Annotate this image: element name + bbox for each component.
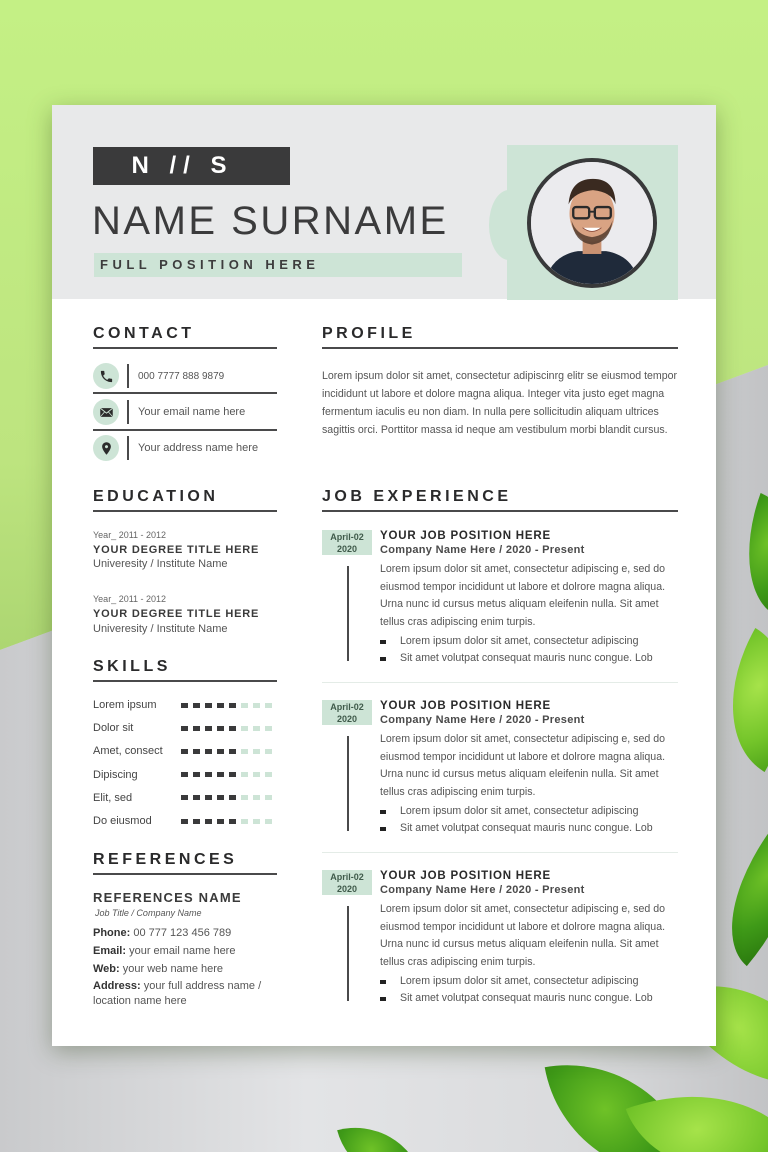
email-value: your email name here (129, 945, 236, 957)
reference-name: REFERENCES NAME (93, 890, 242, 905)
experience-section-title: JOB EXPERIENCE (322, 488, 512, 505)
skill-dot-filled (181, 726, 188, 731)
profile-photo (527, 158, 657, 288)
skill-dot-filled (217, 703, 224, 708)
skill-dot-empty (241, 726, 248, 731)
education-school: Univeresity / Institute Name (93, 623, 228, 635)
skill-dot-filled (205, 703, 212, 708)
skill-dot-empty (241, 772, 248, 777)
skill-row (93, 721, 279, 735)
skill-dot-empty (265, 703, 272, 708)
section-divider (93, 680, 277, 682)
skill-dot-empty (241, 819, 248, 824)
contact-phone (93, 359, 277, 393)
bullet-icon (380, 640, 386, 644)
skill-row (93, 814, 279, 828)
skill-dot-filled (205, 749, 212, 754)
education-school: Univeresity / Institute Name (93, 558, 228, 570)
job-bullet-item (380, 973, 682, 990)
job-date-badge (322, 700, 372, 725)
skill-dot-filled (193, 703, 200, 708)
job-divider (322, 682, 678, 683)
reference-email (93, 944, 273, 959)
job-description: Lorem ipsum dolor sit amet, consectetur adipiscing e, sed do eiusmod tempor incididunt ut labore et dolrore magna aliqua. Urna nunc id cursus metus aliquam eleifenin nulla. Sit amet tellus cras adipiscing enim turpis. (380, 563, 666, 628)
timeline-line (347, 906, 349, 1001)
timeline-line (347, 736, 349, 831)
contact-separator (127, 364, 129, 388)
education-year: Year_ 2011 - 2012 (93, 594, 167, 604)
skill-rating (181, 726, 272, 731)
skill-dot-filled (205, 726, 212, 731)
skill-dot-filled (205, 795, 212, 800)
skill-dot-empty (253, 772, 260, 777)
skill-dot-empty (265, 726, 272, 731)
skill-row (93, 744, 279, 758)
contact-email (93, 395, 277, 429)
contact-address-text: Your address name here (138, 442, 259, 454)
address-value: your full address name / location name here (93, 980, 262, 1007)
phone-label: Phone: (93, 927, 131, 939)
job-bullet-text: Sit amet volutpat consequat mauris nunc congue. Lob (400, 992, 653, 1004)
job-date-year: 2020 (336, 714, 358, 724)
skill-dot-filled (181, 703, 188, 708)
job-bullet-item (380, 820, 682, 837)
web-label: Web: (93, 963, 120, 975)
skill-dot-filled (181, 819, 188, 824)
job-description: Lorem ipsum dolor sit amet, consectetur adipiscing e, sed do eiusmod tempor incididunt ut labore et dolrore magna aliqua. Urna nunc id cursus metus aliquam eleifenin nulla. Sit amet tellus cras adipiscing enim turpis. (380, 903, 666, 968)
education-degree: YOUR DEGREE TITLE HERE (93, 608, 260, 620)
job-bullet-text: Lorem ipsum dolor sit amet, consectetur adipiscing (400, 975, 639, 987)
job-company: Company Name Here / 2020 - Present (380, 884, 585, 896)
skill-rating (181, 749, 272, 754)
skill-dot-filled (217, 795, 224, 800)
skill-label: Amet, consect (93, 745, 163, 758)
education-section-title: EDUCATION (93, 488, 219, 505)
job-bullet-item (380, 803, 682, 820)
skill-dot-filled (193, 819, 200, 824)
skill-dot-filled (193, 795, 200, 800)
skills-section-title: SKILLS (93, 658, 171, 675)
skill-dot-filled (205, 772, 212, 777)
phone-icon (93, 363, 119, 389)
skill-dot-empty (253, 819, 260, 824)
resume-page (52, 105, 716, 1046)
job-bullet-text: Lorem ipsum dolor sit amet, consectetur adipiscing (400, 805, 639, 817)
section-divider (322, 510, 678, 512)
reference-address (93, 979, 273, 1009)
job-bullet-text: Sit amet volutpat consequat mauris nunc congue. Lob (400, 822, 653, 834)
skill-dot-filled (217, 749, 224, 754)
email-icon (93, 399, 119, 425)
skill-dot-filled (229, 726, 236, 731)
bullet-icon (380, 997, 386, 1001)
bullet-icon (380, 810, 386, 814)
skill-dot-empty (253, 749, 260, 754)
job-description: Lorem ipsum dolor sit amet, consectetur adipiscing e, sed do eiusmod tempor incididunt ut labore et dolrore magna aliqua. Urna nunc id cursus metus aliquam eleifenin nulla. Sit amet tellus cras adipiscing enim turpis. (380, 733, 666, 798)
section-divider (322, 347, 678, 349)
skill-label: Elit, sed (93, 791, 133, 804)
education-year: Year_ 2011 - 2012 (93, 530, 167, 540)
skill-label: Lorem ipsum (93, 699, 157, 711)
phone-value: 00 777 123 456 789 (133, 927, 232, 939)
job-bullets (380, 633, 682, 667)
email-label: Email: (93, 945, 127, 957)
skill-dot-filled (229, 703, 236, 708)
job-date-month: April-02 (330, 872, 364, 882)
skill-dot-empty (241, 795, 248, 800)
job-divider (322, 852, 678, 853)
skill-dot-filled (217, 772, 224, 777)
job-date-year: 2020 (336, 884, 358, 894)
job-bullet-item (380, 633, 682, 650)
job-company: Company Name Here / 2020 - Present (380, 544, 585, 556)
skill-row (93, 791, 279, 805)
bullet-icon (380, 657, 386, 661)
position-title: FULL POSITION HERE (94, 253, 462, 277)
job-date-badge (322, 530, 372, 555)
education-degree: YOUR DEGREE TITLE HERE (93, 544, 260, 556)
job-bullets (380, 973, 682, 1007)
profile-summary: Lorem ipsum dolor sit amet, consectetur adipiscinrg elitr se eiusmod tempor incididunt ut labore et dolore magna aliqua. Integer vita justo eget magna fermentum iaculis eu non diam. In nulla pere sollicitudin aliquam ultrices sagittis orci. Porttitor massa id neque am vestibulum morbi blandit cursus. (322, 370, 678, 436)
skill-rating (181, 772, 272, 777)
skill-row (93, 698, 279, 712)
full-name: NAME SURNAME (92, 199, 449, 243)
contact-separator (127, 400, 129, 424)
skill-rating (181, 795, 272, 800)
skill-label: Dipiscing (93, 768, 138, 781)
job-bullet-text: Lorem ipsum dolor sit amet, consectetur adipiscing (400, 635, 639, 647)
job-bullet-item (380, 650, 682, 667)
job-date-year: 2020 (336, 544, 358, 554)
contact-phone-text: 000 7777 888 9879 (138, 370, 225, 382)
skill-dot-empty (241, 749, 248, 754)
contact-separator (127, 436, 129, 460)
skill-dot-empty (265, 819, 272, 824)
contact-divider (93, 392, 277, 394)
skill-dot-filled (181, 749, 188, 754)
references-section-title: REFERENCES (93, 851, 238, 868)
initials-badge: N // S (93, 147, 290, 185)
job-bullet-text: Sit amet volutpat consequat mauris nunc congue. Lob (400, 652, 653, 664)
job-entry (322, 870, 680, 1020)
reference-phone (93, 926, 273, 941)
section-divider (93, 510, 277, 512)
skill-dot-filled (229, 772, 236, 777)
job-bullets (380, 803, 682, 837)
skill-dot-filled (193, 749, 200, 754)
job-title: YOUR JOB POSITION HERE (380, 700, 551, 712)
skill-dot-filled (181, 795, 188, 800)
reference-job-title: Job Title / Company Name (95, 908, 202, 918)
web-value: your web name here (122, 963, 224, 975)
skill-dot-filled (229, 819, 236, 824)
job-company: Company Name Here / 2020 - Present (380, 714, 585, 726)
job-title: YOUR JOB POSITION HERE (380, 870, 551, 882)
skill-dot-empty (253, 703, 260, 708)
job-bullet-item (380, 990, 682, 1007)
job-title: YOUR JOB POSITION HERE (380, 530, 551, 542)
timeline-line (347, 566, 349, 661)
skill-dot-filled (217, 819, 224, 824)
skill-row (93, 768, 279, 782)
bullet-icon (380, 980, 386, 984)
skill-dot-filled (229, 795, 236, 800)
skill-dot-filled (193, 726, 200, 731)
skill-label: Do eiusmod (93, 815, 152, 827)
skill-dot-empty (265, 749, 272, 754)
skill-dot-filled (205, 819, 212, 824)
skill-label: Dolor sit (93, 722, 134, 735)
skill-dot-filled (193, 772, 200, 777)
location-pin-icon (93, 435, 119, 461)
contact-section-title: CONTACT (93, 325, 195, 342)
job-date-month: April-02 (330, 532, 364, 542)
reference-web (93, 962, 273, 977)
skill-dot-empty (265, 795, 272, 800)
bullet-icon (380, 827, 386, 831)
profile-section-title: PROFILE (322, 325, 416, 342)
job-date-badge (322, 870, 372, 895)
skill-dot-filled (181, 772, 188, 777)
skill-rating (181, 703, 272, 708)
skill-dot-filled (229, 749, 236, 754)
section-divider (93, 873, 277, 875)
contact-address (93, 431, 277, 465)
skill-rating (181, 819, 272, 824)
skill-dot-empty (265, 772, 272, 777)
skill-dot-empty (253, 726, 260, 731)
person-avatar-icon (531, 162, 653, 284)
contact-email-text: Your email name here (138, 406, 246, 418)
skill-dot-empty (241, 703, 248, 708)
skill-dot-empty (253, 795, 260, 800)
job-date-month: April-02 (330, 702, 364, 712)
job-entry (322, 530, 680, 680)
job-entry (322, 700, 680, 850)
section-divider (93, 347, 277, 349)
address-label: Address: (93, 980, 141, 992)
skill-dot-filled (217, 726, 224, 731)
